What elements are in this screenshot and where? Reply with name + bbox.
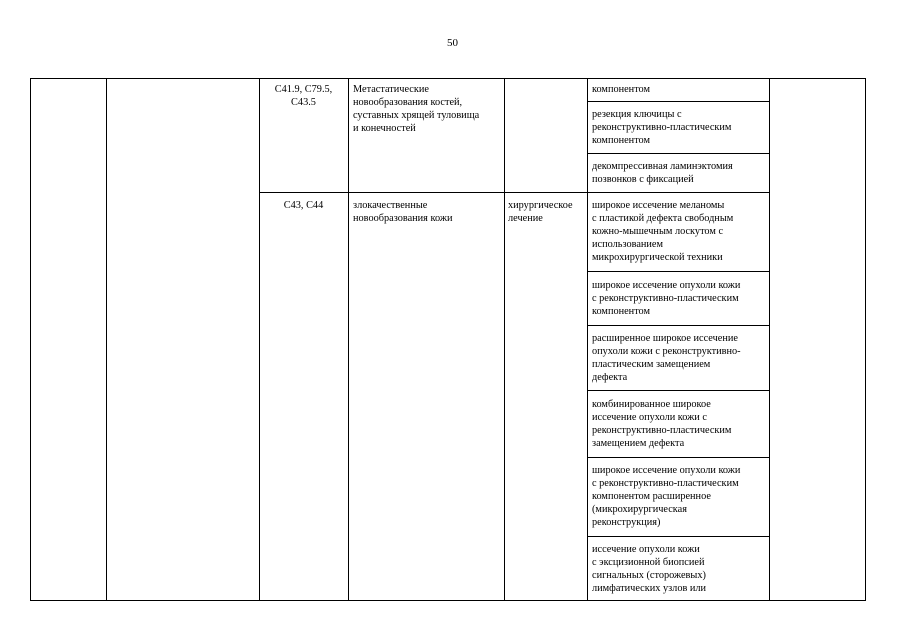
method-text: декомпрессивная ламинэктомия (592, 161, 733, 172)
method-cell (592, 161, 768, 187)
method-text: широкое иссечение опухоли кожи (592, 465, 741, 476)
row-divider (587, 271, 769, 272)
method-text: с реконструктивно-пластическим (592, 292, 739, 304)
method-text: (микрохирургическая (592, 503, 687, 515)
method-text: замещением дефекта (592, 437, 685, 449)
method-text: с эксцизионной биопсией (592, 556, 705, 568)
method-text: опухоли кожи с реконструктивно- (592, 345, 741, 357)
method-text: с пластикой дефекта свободным (592, 212, 734, 224)
condition-text: суставных хрящей туловища (353, 109, 480, 121)
method-text: компонентом (592, 305, 651, 317)
method-text: компонентом (592, 84, 651, 95)
method-cell (592, 333, 768, 385)
method-text: позвонков с фиксацией (592, 173, 694, 185)
method-cell (592, 280, 768, 319)
method-text: резекция ключицы с (592, 109, 682, 120)
row-divider (587, 101, 769, 102)
treatment-text: хирургическое (508, 200, 573, 211)
row-divider (587, 325, 769, 326)
treatment-type-cell (508, 200, 586, 226)
method-cell (592, 200, 768, 265)
condition-cell (353, 200, 503, 226)
condition-text: новообразования костей, (353, 96, 463, 108)
method-text: лимфатических узлов или (592, 582, 707, 594)
method-text: комбинированное широкое (592, 399, 711, 410)
method-text: кожно-мышечным лоскутом с (592, 225, 724, 237)
method-text: широкое иссечение опухоли кожи (592, 280, 741, 291)
diagnosis-code: C41.9, C79.5, (274, 84, 333, 95)
condition-text: и конечностей (353, 122, 416, 134)
method-text: компонентом (592, 134, 651, 146)
column-divider (504, 79, 505, 600)
method-text: реконструктивно-пластическим (592, 424, 732, 436)
condition-text: злокачественные (353, 200, 428, 211)
diagnosis-code: C43, C44 (283, 200, 324, 211)
row-divider (587, 457, 769, 458)
column-divider (769, 79, 770, 600)
column-divider (587, 79, 588, 600)
method-text: иссечение опухоли кожи с (592, 411, 707, 423)
column-divider (259, 79, 260, 600)
method-cell (592, 84, 768, 97)
column-divider (348, 79, 349, 600)
diagnosis-code-cell (259, 200, 348, 213)
group-divider (259, 192, 769, 193)
method-text: пластическим замещением (592, 358, 711, 370)
method-text: микрохирургической техники (592, 251, 723, 263)
page-number: 50 (447, 37, 458, 49)
row-divider (587, 536, 769, 537)
diagnosis-code-cell (259, 84, 348, 110)
column-divider (106, 79, 107, 600)
condition-text: Метастатические (353, 84, 429, 95)
row-divider (587, 390, 769, 391)
method-cell (592, 109, 768, 148)
method-text: иссечение опухоли кожи (592, 544, 700, 555)
method-cell (592, 399, 768, 451)
method-text: реконструкция) (592, 516, 661, 528)
method-text: расширенное широкое иссечение (592, 333, 738, 344)
diagnosis-code: C43.5 (291, 96, 316, 108)
method-cell (592, 465, 768, 530)
method-text: с реконструктивно-пластическим (592, 477, 739, 489)
method-text: реконструктивно-пластическим (592, 121, 732, 133)
method-text: сигнальных (сторожевых) (592, 569, 706, 581)
method-text: широкое иссечение меланомы (592, 200, 725, 211)
condition-text: новообразования кожи (353, 212, 453, 224)
condition-cell (353, 84, 503, 136)
method-cell (592, 544, 768, 596)
row-divider (587, 153, 769, 154)
medical-procedures-table (30, 78, 866, 601)
treatment-text: лечение (508, 212, 543, 224)
method-text: компонентом расширенное (592, 490, 711, 502)
method-text: дефекта (592, 371, 628, 383)
method-text: использованием (592, 238, 663, 250)
